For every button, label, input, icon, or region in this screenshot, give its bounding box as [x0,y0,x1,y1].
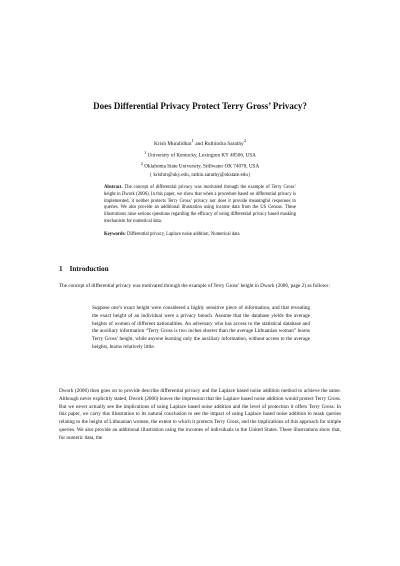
keywords-text: Differential privacy, Laplace noise addition, Numerical data [125,231,240,237]
author-block [60,137,340,179]
affiliation-2-mark: 2 [140,161,143,167]
paper-title: Does Differential Privacy Protect Terry Gross’ Privacy? [93,101,307,111]
author-2-affiliation-mark: 2 [243,138,246,143]
affiliation-1-mark: 1 [144,149,147,155]
section-title: Introduction [69,265,109,273]
section-number: 1 [59,265,63,273]
affiliation-1 [60,149,340,161]
section-heading-introduction [59,265,109,273]
author-names [60,137,340,149]
keywords-label: Keywords: [104,231,126,237]
intro-paragraph-2: Dwork (2006) then goes on to provide describe differential privacy and the Laplace based noise addition method to achieve the same. Although never explicitly stated, Dwork (2006) leaves the impression that the Laplace based noise addition would protect Terry Gross. But we never actually see the implications of using Laplace based noise addition and the level of protection it offers Terry Gross. In this paper, we carry this illustration to its natural conclusion to see the impact of using Laplace based noise addition to mask queries relating to the height of Lithuanian women, the extent to which it protects Terry Gross, and the implications of this approach for simple queries. We also provide an additional illustration using the incomes of individuals in the United States. These illustrations show that, for numeric data, the [59,388,341,441]
intro-paragraph-1: The concept of differential privacy was motivated through the example of Terry Gross’ height in Dwork (2006, page 2) as follows: [59,283,330,289]
affiliation-2-text: Oklahoma State University, Stillwater OK 74078, USA [142,163,260,170]
keywords-paragraph [104,232,296,239]
author-emails: { krishm@uky.edu, rathin.sarathy@okstate.edu} [149,171,251,178]
author-1: Krish Muralidhar [154,140,192,147]
affiliation-2 [60,160,340,172]
author-1-affiliation-mark: 1 [191,138,194,143]
abstract-label: Abstract. [104,185,123,190]
affiliation-1-text: University of Kentucky, Lexington KY 40506, USA [146,152,256,159]
abstract-block [104,185,296,239]
author-2: and Ruthindra Sarathy [193,140,244,147]
abstract-paragraph [104,185,296,226]
abstract-text: The concept of differential privacy was motivated through the example of Terry Gross’ height in Dwork (2006). In this paper, we show that when a procedure based on differential privacy is implemented, it neither protects Terry Gross’ privacy nor does it provide meaningful responses to queries. We also provide an additional illustration using income data from the US Census. These illustrations raise serious questions regarding the efficacy of using differential privacy based masking mechanism for numerical data. [104,185,296,224]
block-quote: Suppose one’s exact height were considered a highly sensitive piece of information, and that revealing the exact height of an individual were a privacy breach. Assume that the database yields the average heights of women of different nationalities. An adversary who has access to the statistical database and the auxiliary information “Terry Gross is two inches shorter than the average Lithuanian woman” learns Terry Gross’ height, while anyone learning only the auxiliary information, without access to the average heights, learns relatively little. [92,305,310,350]
